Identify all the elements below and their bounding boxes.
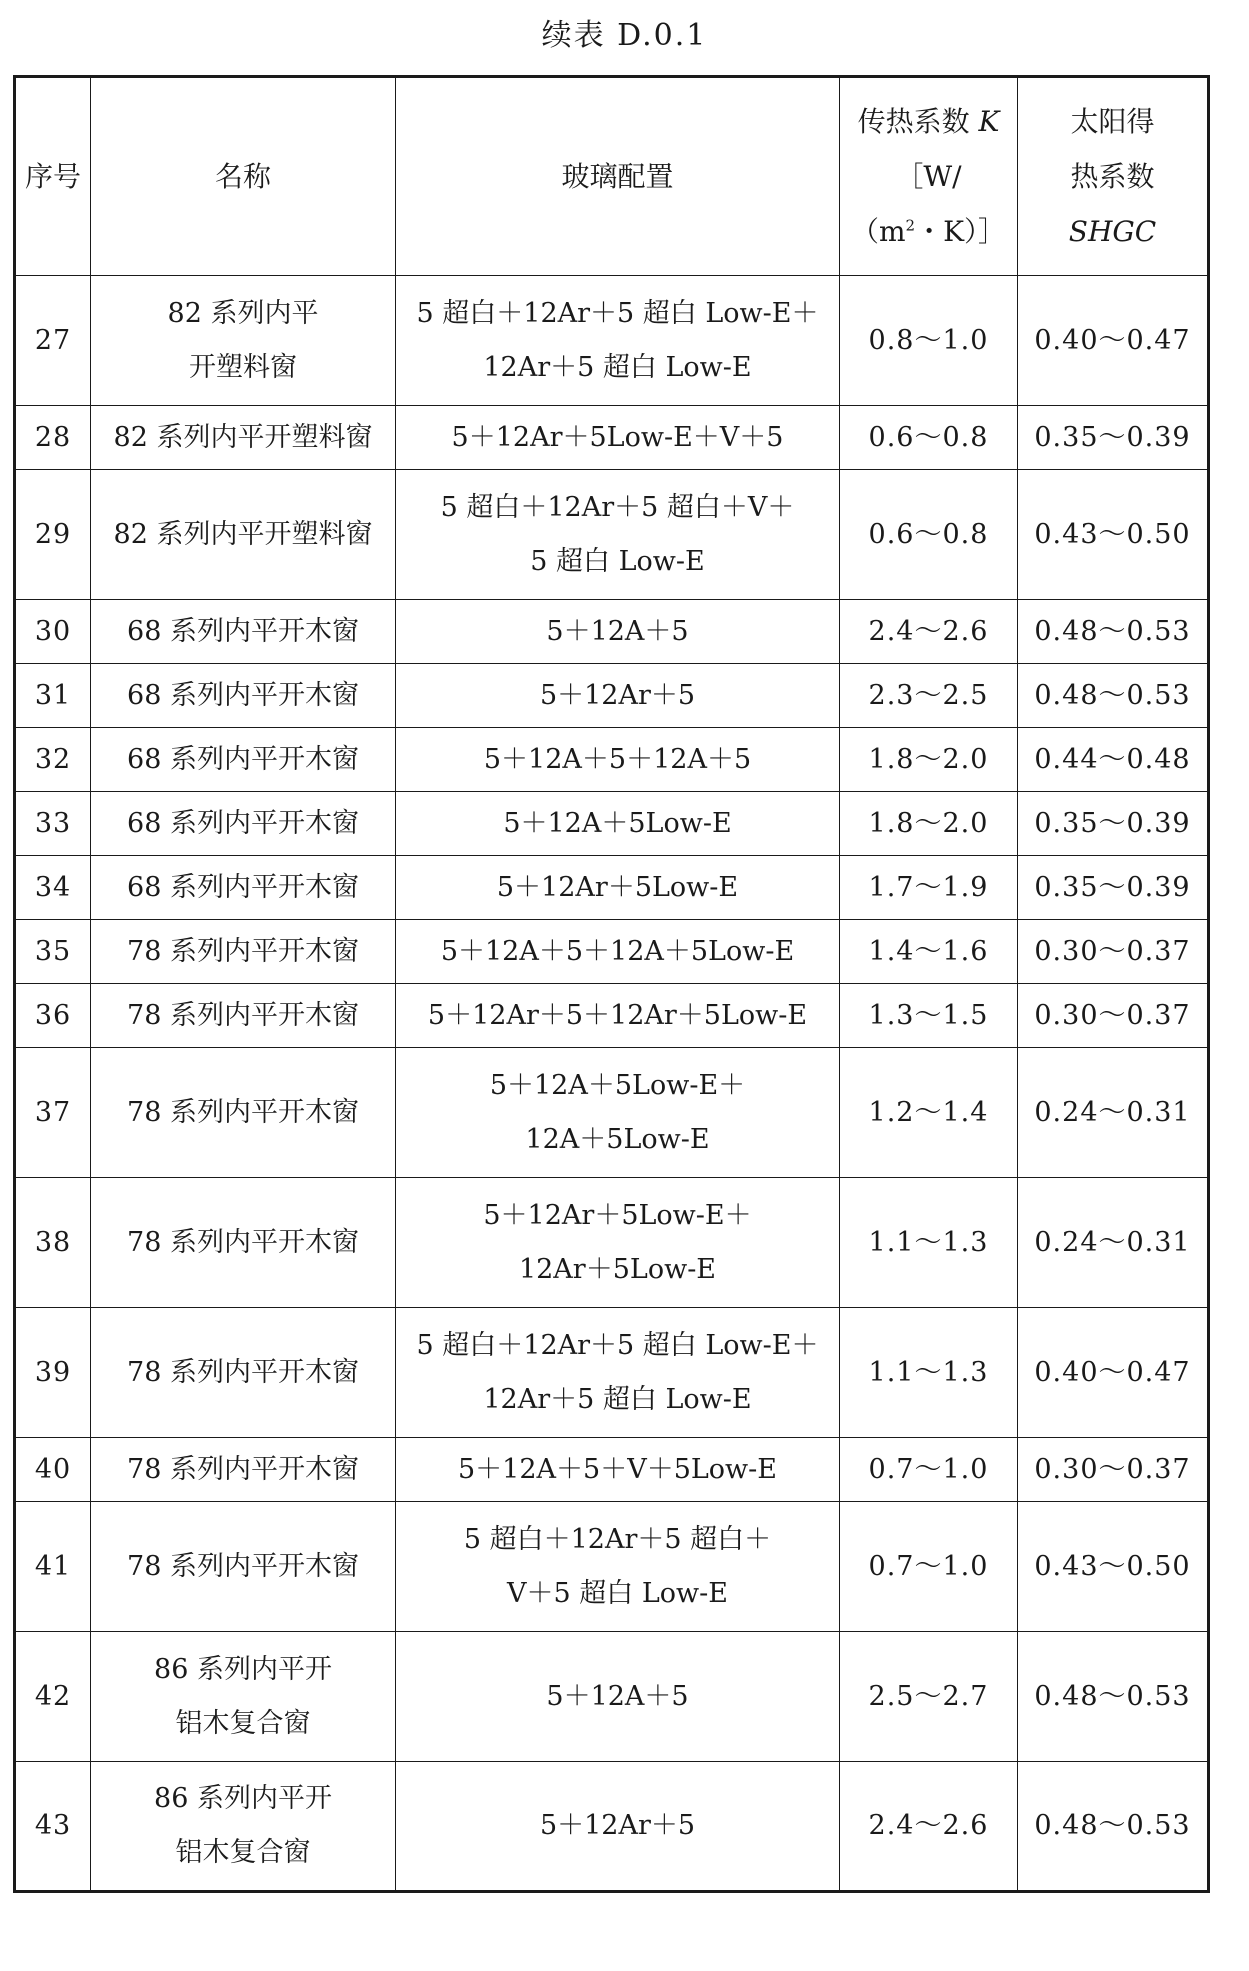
- cell-name-line: 78 系列内平开木窗: [127, 999, 359, 1031]
- cell-name-line: 78 系列内平开木窗: [127, 935, 359, 967]
- cell-glass-line: 12Ar＋5Low-E: [518, 1253, 717, 1285]
- cell-glass-line: 5＋12Ar＋5＋12Ar＋5Low-E: [427, 999, 808, 1031]
- cell-k-value: 1.1～1.3: [840, 1308, 1018, 1438]
- cell-no: 42: [15, 1632, 91, 1762]
- cell-no: 31: [15, 664, 91, 728]
- cell-glass-line: 12Ar＋5 超白 Low-E: [483, 1383, 752, 1415]
- header-k: [840, 77, 1018, 276]
- cell-glass-line: 5 超白＋12Ar＋5 超白 Low-E＋: [416, 297, 819, 329]
- cell-name: [91, 728, 396, 792]
- cell-glass-line: 5＋12A＋5: [546, 615, 689, 647]
- cell-name-line: 78 系列内平开木窗: [127, 1356, 359, 1388]
- table-row: [15, 1502, 1209, 1632]
- cell-shgc-value: 0.35～0.39: [1018, 406, 1209, 470]
- cell-glass-line: 5 超白＋12Ar＋5 超白＋: [463, 1523, 772, 1555]
- cell-glass: [396, 1502, 840, 1632]
- cell-k-value: 1.8～2.0: [840, 728, 1018, 792]
- header-name: 名称: [91, 77, 396, 276]
- table-row: [15, 984, 1209, 1048]
- table-row: [15, 1308, 1209, 1438]
- cell-name: [91, 600, 396, 664]
- cell-no: 41: [15, 1502, 91, 1632]
- cell-k-value: 0.6～0.8: [840, 406, 1018, 470]
- cell-no: 43: [15, 1762, 91, 1892]
- table-row: [15, 406, 1209, 470]
- cell-name-line: 68 系列内平开木窗: [127, 615, 359, 647]
- cell-name: [91, 1502, 396, 1632]
- cell-k-value: 1.8～2.0: [840, 792, 1018, 856]
- cell-no: 40: [15, 1438, 91, 1502]
- cell-name: [91, 406, 396, 470]
- cell-glass: [396, 664, 840, 728]
- cell-k-value: 1.1～1.3: [840, 1178, 1018, 1308]
- cell-no: 39: [15, 1308, 91, 1438]
- cell-k-value: 2.4～2.6: [840, 1762, 1018, 1892]
- cell-glass-line: 5＋12A＋5: [546, 1680, 689, 1712]
- cell-glass: [396, 406, 840, 470]
- header-no: 序号: [15, 77, 91, 276]
- cell-no: 27: [15, 276, 91, 406]
- cell-glass-line: 5＋12Ar＋5Low-E: [496, 871, 739, 903]
- cell-glass: [396, 1048, 840, 1178]
- table-title: 续表 D.0.1: [541, 18, 708, 53]
- cell-no: 30: [15, 600, 91, 664]
- cell-name-line: 68 系列内平开木窗: [127, 807, 359, 839]
- cell-k-value: 0.7～1.0: [840, 1502, 1018, 1632]
- cell-shgc-value: 0.48～0.53: [1018, 1632, 1209, 1762]
- cell-k-value: 1.7～1.9: [840, 856, 1018, 920]
- table-row: [15, 1438, 1209, 1502]
- cell-glass-line: 5＋12A＋5Low-E＋: [489, 1069, 746, 1101]
- cell-name-line: 82 系列内平: [167, 297, 319, 329]
- cell-glass: [396, 1632, 840, 1762]
- table-row: [15, 664, 1209, 728]
- cell-glass: [396, 470, 840, 600]
- table-row: [15, 728, 1209, 792]
- cell-shgc-value: 0.48～0.53: [1018, 600, 1209, 664]
- cell-k-value: 2.3～2.5: [840, 664, 1018, 728]
- cell-name: [91, 1178, 396, 1308]
- cell-glass-line: 5＋12Ar＋5: [539, 679, 696, 711]
- table-row: [15, 1178, 1209, 1308]
- cell-glass: [396, 1308, 840, 1438]
- cell-no: 32: [15, 728, 91, 792]
- cell-name-line: 68 系列内平开木窗: [127, 871, 359, 903]
- header-shgc-line1: 太阳得: [1070, 105, 1155, 138]
- cell-glass-line: 5 超白 Low-E: [530, 545, 705, 577]
- table-row: [15, 920, 1209, 984]
- cell-shgc-value: 0.35～0.39: [1018, 856, 1209, 920]
- cell-k-value: 2.5～2.7: [840, 1632, 1018, 1762]
- cell-name-line: 78 系列内平开木窗: [127, 1096, 359, 1128]
- cell-name-line: 68 系列内平开木窗: [127, 679, 359, 711]
- cell-name: [91, 1632, 396, 1762]
- header-shgc-line2: 热系数: [1070, 160, 1155, 193]
- cell-k-value: 1.2～1.4: [840, 1048, 1018, 1178]
- cell-glass-line: 5 超白＋12Ar＋5 超白＋V＋: [440, 491, 795, 523]
- cell-k-value: 0.8～1.0: [840, 276, 1018, 406]
- cell-glass-line: 5 超白＋12Ar＋5 超白 Low-E＋: [416, 1329, 819, 1361]
- cell-shgc-value: 0.48～0.53: [1018, 664, 1209, 728]
- cell-name-line: 78 系列内平开木窗: [127, 1550, 359, 1582]
- cell-k-value: 1.3～1.5: [840, 984, 1018, 1048]
- cell-name: [91, 276, 396, 406]
- header-k-line2: ［W/: [895, 160, 962, 193]
- table-row: [15, 276, 1209, 406]
- cell-no: 28: [15, 406, 91, 470]
- cell-glass: [396, 728, 840, 792]
- table-row: [15, 1762, 1209, 1892]
- cell-name: [91, 1438, 396, 1502]
- cell-shgc-value: 0.40～0.47: [1018, 1308, 1209, 1438]
- header-k-line1: 传热系数 K: [857, 105, 1000, 138]
- cell-name-line: 铝木复合窗: [175, 1837, 311, 1868]
- cell-shgc-value: 0.43～0.50: [1018, 1502, 1209, 1632]
- cell-name: [91, 984, 396, 1048]
- cell-name-line: 78 系列内平开木窗: [127, 1453, 359, 1485]
- cell-glass: [396, 1762, 840, 1892]
- cell-shgc-value: 0.24～0.31: [1018, 1178, 1209, 1308]
- cell-name: [91, 792, 396, 856]
- cell-name: [91, 664, 396, 728]
- cell-shgc-value: 0.44～0.48: [1018, 728, 1209, 792]
- cell-glass: [396, 276, 840, 406]
- table-row: [15, 792, 1209, 856]
- window-performance-table: [13, 75, 1210, 1893]
- cell-glass-line: 5＋12A＋5＋V＋5Low-E: [457, 1453, 778, 1485]
- cell-glass-line: 5＋12Ar＋5: [539, 1810, 696, 1841]
- cell-name: [91, 1762, 396, 1892]
- cell-shgc-value: 0.24～0.31: [1018, 1048, 1209, 1178]
- cell-glass-line: 5＋12Ar＋5Low-E＋V＋5: [451, 421, 784, 453]
- cell-no: 37: [15, 1048, 91, 1178]
- cell-glass-line: 12Ar＋5 超白 Low-E: [483, 351, 752, 383]
- cell-glass-line: 5＋12A＋5＋12A＋5Low-E: [440, 935, 795, 967]
- table-row: [15, 600, 1209, 664]
- header-shgc-symbol: SHGC: [1068, 215, 1157, 248]
- cell-glass-line: 12A＋5Low-E: [525, 1123, 710, 1155]
- table-row: [15, 856, 1209, 920]
- cell-name: [91, 1048, 396, 1178]
- cell-glass-line: 5＋12A＋5＋12A＋5: [483, 743, 752, 775]
- cell-shgc-value: 0.30～0.37: [1018, 920, 1209, 984]
- cell-name-line: 78 系列内平开木窗: [127, 1226, 359, 1258]
- table-row: [15, 1632, 1209, 1762]
- cell-no: 29: [15, 470, 91, 600]
- cell-glass: [396, 984, 840, 1048]
- cell-name-line: 82 系列内平开塑料窗: [113, 421, 373, 453]
- table-body: [15, 276, 1209, 1892]
- cell-name-line: 86 系列内平开: [154, 1783, 332, 1814]
- cell-glass: [396, 792, 840, 856]
- cell-no: 38: [15, 1178, 91, 1308]
- cell-k-value: 2.4～2.6: [840, 600, 1018, 664]
- cell-glass-line: V＋5 超白 Low-E: [507, 1577, 728, 1609]
- cell-name: [91, 470, 396, 600]
- cell-name-line: 68 系列内平开木窗: [127, 743, 359, 775]
- cell-k-value: 0.6～0.8: [840, 470, 1018, 600]
- cell-k-value: 0.7～1.0: [840, 1438, 1018, 1502]
- header-shgc: [1018, 77, 1209, 276]
- cell-no: 33: [15, 792, 91, 856]
- cell-glass-line: 5＋12Ar＋5Low-E＋: [483, 1199, 752, 1231]
- cell-glass: [396, 1178, 840, 1308]
- table-container: [13, 75, 1210, 1893]
- cell-shgc-value: 0.40～0.47: [1018, 276, 1209, 406]
- cell-k-value: 1.4～1.6: [840, 920, 1018, 984]
- cell-no: 35: [15, 920, 91, 984]
- cell-shgc-value: 0.48～0.53: [1018, 1762, 1209, 1892]
- cell-shgc-value: 0.30～0.37: [1018, 984, 1209, 1048]
- cell-name-line: 铝木复合窗: [175, 1707, 311, 1739]
- cell-glass: [396, 920, 840, 984]
- cell-name: [91, 1308, 396, 1438]
- cell-glass-line: 5＋12A＋5Low-E: [503, 807, 732, 839]
- cell-name: [91, 856, 396, 920]
- cell-name-line: 开塑料窗: [189, 351, 297, 383]
- cell-name-line: 82 系列内平开塑料窗: [113, 518, 373, 550]
- table-row: [15, 470, 1209, 600]
- header-row: [15, 77, 1209, 276]
- header-k-line3: （$m^2$・K）］: [850, 215, 1007, 248]
- cell-glass: [396, 1438, 840, 1502]
- cell-shgc-value: 0.35～0.39: [1018, 792, 1209, 856]
- table-row: [15, 1048, 1209, 1178]
- cell-shgc-value: 0.43～0.50: [1018, 470, 1209, 600]
- cell-glass: [396, 856, 840, 920]
- cell-shgc-value: 0.30～0.37: [1018, 1438, 1209, 1502]
- cell-no: 36: [15, 984, 91, 1048]
- cell-name-line: 86 系列内平开: [154, 1653, 332, 1685]
- cell-glass: [396, 600, 840, 664]
- cell-name: [91, 920, 396, 984]
- cell-no: 34: [15, 856, 91, 920]
- header-glass: 玻璃配置: [396, 77, 840, 276]
